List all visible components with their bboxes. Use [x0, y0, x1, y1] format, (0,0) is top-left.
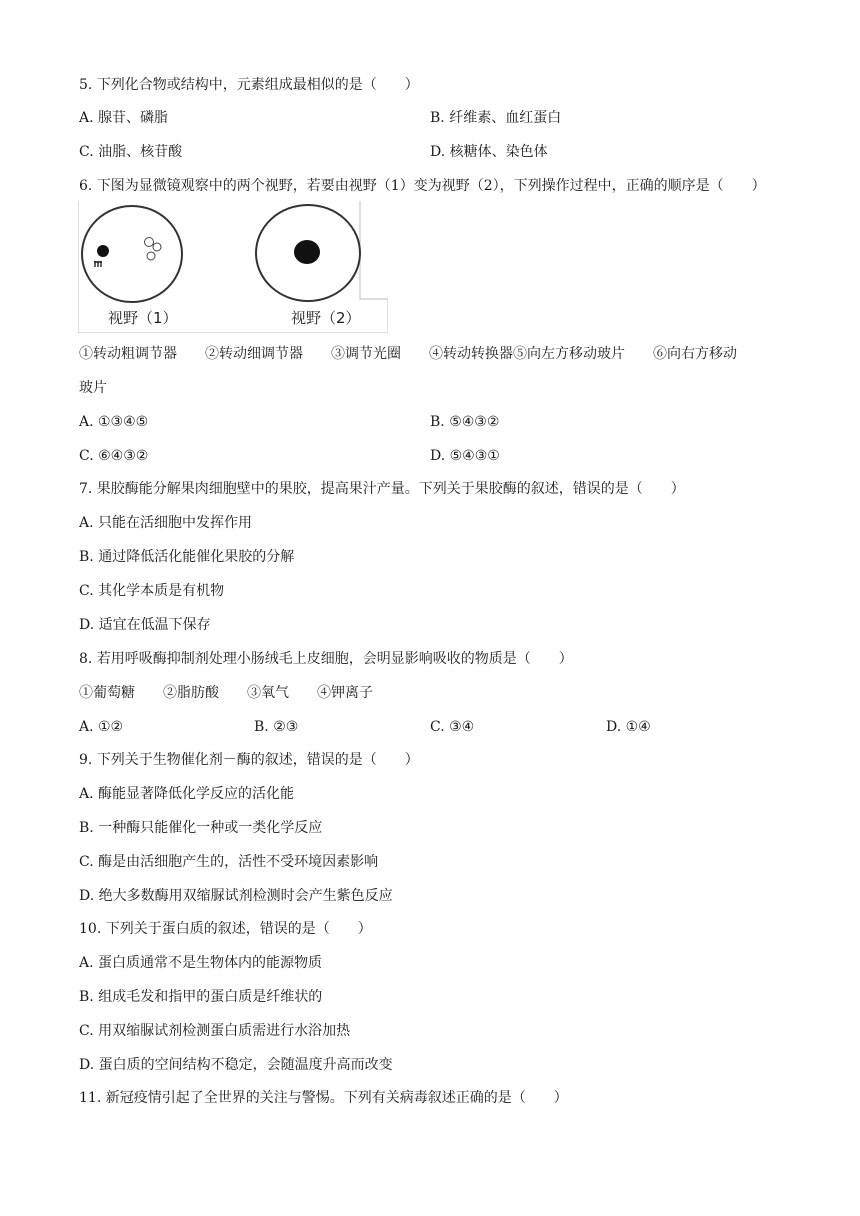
q11-stem: 11. 新冠疫情引起了全世界的关注与警惕。下列有关病毒叙述正确的是（ ）: [79, 1090, 568, 1106]
q10-option-d: D. 蛋白质的空间结构不稳定，会随温度升高而改变: [79, 1057, 393, 1073]
field-1-bubble: [153, 243, 161, 251]
q8-option-d: D. ①④: [606, 719, 651, 735]
field-2-magnified-cell: [294, 240, 320, 264]
q9-option-c: C. 酶是由活细胞产生的，活性不受环境因素影响: [79, 854, 379, 870]
q6-stem: 6. 下图为显微镜观察中的两个视野，若要由视野（1）变为视野（2），下列操作过程中，正确的顺序是（ ）: [79, 178, 766, 194]
q8-stem: 8. 若用呼吸酶抑制剂处理小肠绒毛上皮细胞，会明显影响吸收的物质是（ ）: [79, 651, 573, 667]
field-1-label: 视野（1）: [108, 309, 178, 327]
q5-option-c: C. 油脂、核苷酸: [79, 144, 183, 160]
field-1-circle: [82, 206, 182, 302]
q7-option-a: A. 只能在活细胞中发挥作用: [79, 515, 253, 531]
q5-option-a: A. 腺苷、磷脂: [79, 110, 169, 126]
q6-option-a: A. ①③④⑤: [79, 414, 149, 430]
q8-option-a: A. ①②: [79, 719, 124, 735]
q7-option-d: D. 适宜在低温下保存: [79, 617, 211, 633]
q6-option-d: D. ⑤④③①: [430, 448, 500, 464]
q6-option-b: B. ⑤④③②: [430, 414, 500, 430]
q7-option-c: C. 其化学本质是有机物: [79, 583, 225, 599]
field-1-small-mark: [94, 261, 102, 267]
q8-option-b: B. ②③: [254, 719, 299, 735]
field-1-bubble: [147, 252, 155, 260]
q6-option-c: C. ⑥④③②: [79, 448, 149, 464]
q8-items: ①葡萄糖 ②脂肪酸 ③氧气 ④钾离子: [79, 685, 373, 701]
q9-option-b: B. 一种酶只能催化一种或一类化学反应: [79, 820, 323, 836]
field-2-label: 视野（2）: [291, 309, 361, 327]
q10-option-a: A. 蛋白质通常不是生物体内的能源物质: [79, 955, 323, 971]
q10-option-b: B. 组成毛发和指甲的蛋白质是纤维状的: [79, 989, 323, 1005]
q10-stem: 10. 下列关于蛋白质的叙述，错误的是（ ）: [79, 921, 372, 937]
q9-stem: 9. 下列关于生物催化剂－酶的叙述，错误的是（ ）: [79, 752, 419, 768]
q9-option-d: D. 绝大多数酶用双缩脲试剂检测时会产生紫色反应: [79, 888, 393, 904]
q5-stem: 5. 下列化合物或结构中，元素组成最相似的是（ ）: [79, 77, 419, 93]
q6-operations: ①转动粗调节器 ②转动细调节器 ③调节光圈 ④转动转换器⑤向左方移动玻片 ⑥向右方移动: [79, 346, 737, 362]
microscope-fields-figure: [78, 201, 388, 333]
field-1-bubble: [145, 238, 154, 247]
q7-option-b: B. 通过降低活化能催化果胶的分解: [79, 549, 295, 565]
q9-option-a: A. 酶能显著降低化学反应的活化能: [79, 786, 295, 802]
field-1-large-cell: [97, 245, 109, 257]
q7-stem: 7. 果胶酶能分解果肉细胞壁中的果胶，提高果汁产量。下列关于果胶酶的叙述，错误的是（ ）: [79, 481, 685, 497]
q5-option-b: B. 纤维素、血红蛋白: [430, 110, 562, 126]
q8-option-c: C. ③④: [430, 719, 475, 735]
q10-option-c: C. 用双缩脲试剂检测蛋白质需进行水浴加热: [79, 1023, 351, 1039]
q5-option-d: D. 核糖体、染色体: [430, 144, 548, 160]
q6-operations-cont: 玻片: [79, 380, 107, 396]
